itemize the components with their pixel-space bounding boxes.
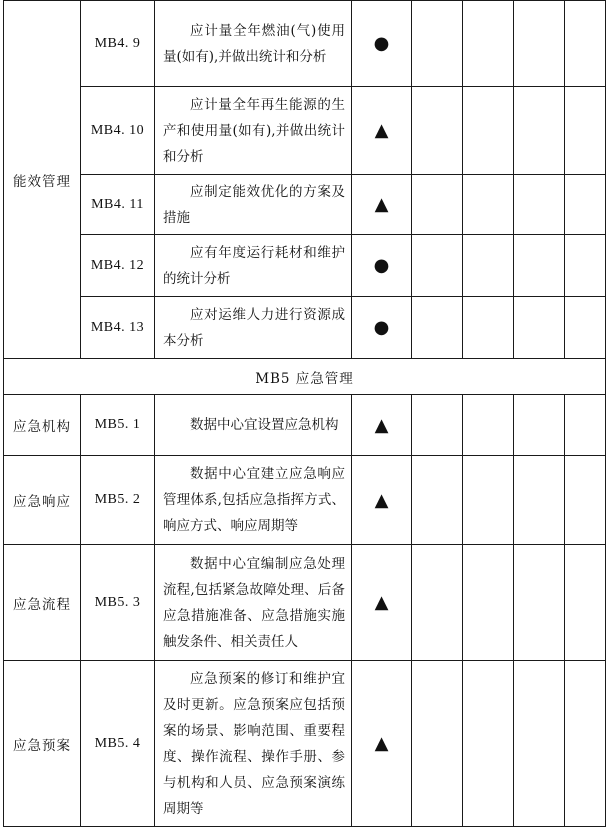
empty-cell (565, 661, 606, 827)
item-description: 数据中心宜编制应急处理流程,包括紧急故障处理、后备应急措施准备、应急措施实施触发条件、相关责任人 (155, 545, 352, 661)
category-emergency-response: 应急响应 (4, 456, 81, 545)
level-mark: ▲ (352, 545, 412, 661)
section-title: MB5 应急管理 (4, 359, 606, 395)
empty-cell (514, 456, 565, 545)
empty-cell (412, 395, 463, 456)
level-mark: ● (352, 297, 412, 359)
table-row (4, 87, 606, 175)
empty-cell (565, 297, 606, 359)
empty-cell (565, 456, 606, 545)
item-code: MB4. 9 (81, 1, 155, 87)
empty-cell (514, 235, 565, 297)
empty-cell (514, 297, 565, 359)
item-description: 应对运维人力进行资源成本分析 (155, 297, 352, 359)
empty-cell (412, 175, 463, 235)
empty-cell (565, 235, 606, 297)
empty-cell (412, 297, 463, 359)
empty-cell (514, 175, 565, 235)
empty-cell (514, 545, 565, 661)
item-description: 应有年度运行耗材和维护的统计分析 (155, 235, 352, 297)
table-row (4, 661, 606, 827)
level-mark: ▲ (352, 395, 412, 456)
item-code: MB4. 12 (81, 235, 155, 297)
level-mark: ● (352, 235, 412, 297)
table-row (4, 545, 606, 661)
requirements-table (3, 0, 606, 827)
item-code: MB5. 2 (81, 456, 155, 545)
empty-cell (514, 395, 565, 456)
item-code: MB5. 4 (81, 661, 155, 827)
category-energy-management: 能效管理 (4, 1, 81, 359)
empty-cell (412, 661, 463, 827)
item-description: 应计量全年燃油(气)使用量(如有),并做出统计和分析 (155, 1, 352, 87)
item-description: 应急预案的修订和维护宜及时更新。应急预案应包括预案的场景、影响范围、重要程度、操作流程、操作手册、参与机构和人员、应急预案演练周期等 (155, 661, 352, 827)
empty-cell (412, 87, 463, 175)
item-code: MB5. 3 (81, 545, 155, 661)
section-header-row (4, 359, 606, 395)
table-row (4, 297, 606, 359)
table-row (4, 175, 606, 235)
level-mark: ▲ (352, 456, 412, 545)
empty-cell (463, 661, 514, 827)
table-row (4, 235, 606, 297)
category-emergency-org: 应急机构 (4, 395, 81, 456)
empty-cell (412, 456, 463, 545)
empty-cell (565, 395, 606, 456)
item-description: 数据中心宜建立应急响应管理体系,包括应急指挥方式、响应方式、响应周期等 (155, 456, 352, 545)
empty-cell (565, 545, 606, 661)
empty-cell (463, 87, 514, 175)
level-mark: ▲ (352, 661, 412, 827)
empty-cell (565, 175, 606, 235)
empty-cell (463, 395, 514, 456)
empty-cell (463, 1, 514, 87)
item-code: MB4. 13 (81, 297, 155, 359)
empty-cell (412, 235, 463, 297)
item-description: 数据中心宜设置应急机构 (155, 395, 352, 456)
empty-cell (514, 661, 565, 827)
item-description: 应制定能效优化的方案及措施 (155, 175, 352, 235)
category-emergency-process: 应急流程 (4, 545, 81, 661)
empty-cell (463, 235, 514, 297)
level-mark: ● (352, 1, 412, 87)
table-row (4, 395, 606, 456)
level-mark: ▲ (352, 175, 412, 235)
empty-cell (514, 87, 565, 175)
empty-cell (412, 1, 463, 87)
table-row (4, 1, 606, 87)
item-code: MB4. 11 (81, 175, 155, 235)
empty-cell (412, 545, 463, 661)
level-mark: ▲ (352, 87, 412, 175)
item-code: MB5. 1 (81, 395, 155, 456)
empty-cell (463, 456, 514, 545)
empty-cell (463, 297, 514, 359)
table-row (4, 456, 606, 545)
empty-cell (565, 1, 606, 87)
empty-cell (463, 545, 514, 661)
empty-cell (565, 87, 606, 175)
item-code: MB4. 10 (81, 87, 155, 175)
category-emergency-plan: 应急预案 (4, 661, 81, 827)
item-description: 应计量全年再生能源的生产和使用量(如有),并做出统计和分析 (155, 87, 352, 175)
empty-cell (463, 175, 514, 235)
empty-cell (514, 1, 565, 87)
